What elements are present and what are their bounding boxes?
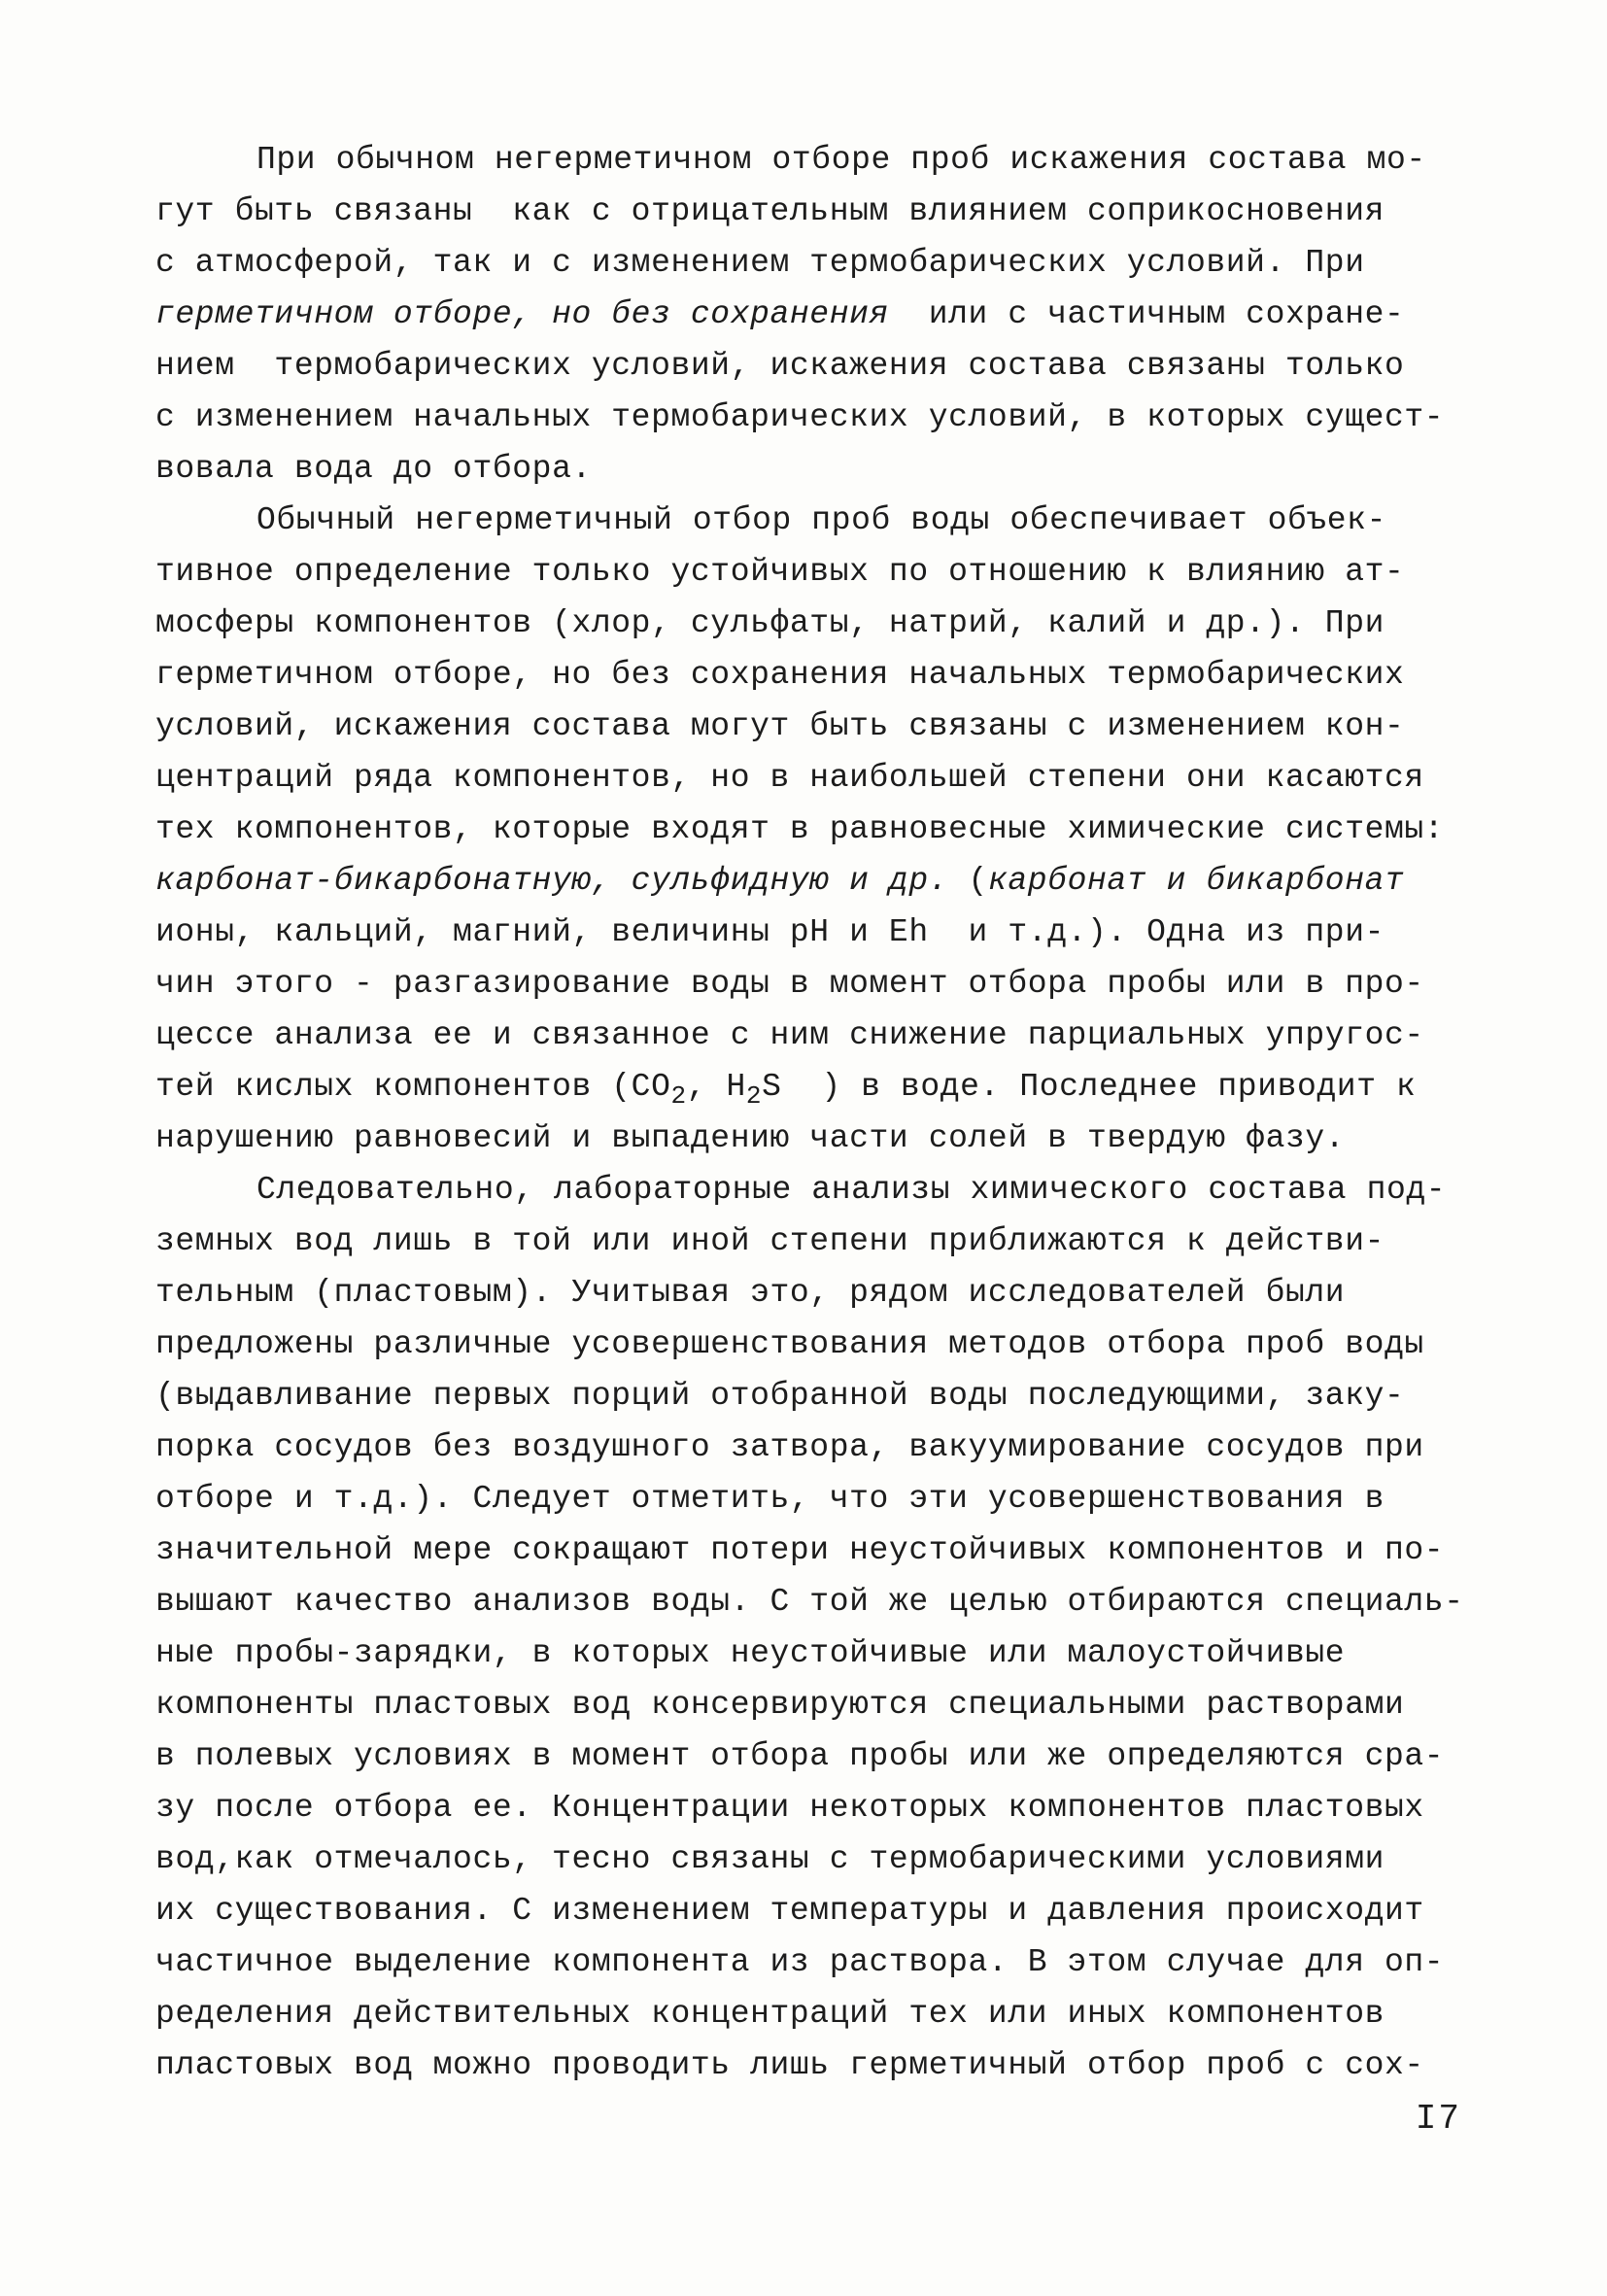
text-line: мосферы компонентов (хлор, сульфаты, натрий, калий и др.). При: [155, 605, 1385, 641]
text-line: ные пробы-зарядки, в которых неустойчивые или малоустойчивые: [155, 1635, 1346, 1671]
paragraph-1: [155, 134, 1516, 495]
text-line: условий, искажения состава могут быть связаны с изменением кон-: [155, 708, 1405, 744]
text-line: ионы, кальций, магний, величины pH и Eh и т.д.). Одна из при-: [155, 914, 1385, 950]
text-segment: тей кислых компонентов (CO: [155, 1069, 671, 1105]
text-line: цессе анализа ее и связанное с ним снижение парциальных упругос-: [155, 1017, 1424, 1053]
text-line: чин этого - разгазирование воды в момент отбора пробы или в про-: [155, 966, 1424, 1002]
text-line: значительной мере сокращают потери неустойчивых компонентов и по-: [155, 1532, 1445, 1568]
text-segment: S ) в воде. Последнее приводит к: [762, 1069, 1417, 1105]
text-line: нарушению равновесий и выпадению части солей в твердую фазу.: [155, 1120, 1346, 1156]
text-line: пластовых вод можно проводить лишь герметичный отбор проб с сох-: [155, 2047, 1424, 2083]
text-line: Обычный негерметичный отбор проб воды обеспечивает объек-: [256, 502, 1386, 538]
text-line: предложены различные усовершенствования методов отбора проб воды: [155, 1326, 1424, 1362]
text-line: [155, 855, 1516, 907]
text-line: ределения действительных концентраций тех или иных компонентов: [155, 1996, 1385, 2032]
text-line: их существования. С изменением температуры и давления происходит: [155, 1893, 1424, 1929]
subscript: 2: [745, 1081, 763, 1111]
text-line: порка сосудов без воздушного затвора, вакуумирование сосудов при: [155, 1429, 1424, 1465]
text-line: частичное выделение компонента из раствора. В этом случае для оп-: [155, 1944, 1445, 1980]
text-line: Следовательно, лабораторные анализы химического состава под-: [256, 1172, 1447, 1208]
text-line: [155, 289, 1516, 340]
text-line: вод,как отмечалось, тесно связаны с термобарическими условиями: [155, 1841, 1385, 1877]
text-line: герметичном отборе, но без сохранения начальных термобарических: [155, 657, 1405, 693]
text-line: тех компонентов, которые входят в равновесные химические системы:: [155, 811, 1445, 847]
text-line: отборе и т.д.). Следует отметить, что эти усовершенствования в: [155, 1481, 1385, 1517]
text-line: компоненты пластовых вод консервируются специальными растворами: [155, 1687, 1405, 1723]
paragraph-3: [155, 1164, 1516, 2091]
italic-phrase: карбонат и бикарбонат: [987, 863, 1405, 899]
italic-phrase: герметичном отборе, но без сохранения: [155, 296, 889, 332]
text-line: При обычном негерметичном отборе проб искажения состава мо-: [256, 142, 1426, 178]
text-segment: , H: [686, 1069, 746, 1105]
text-line: с изменением начальных термобарических условий, в которых сущест-: [155, 399, 1445, 435]
page-number: I7: [1415, 2099, 1461, 2139]
text-line: центраций ряда компонентов, но в наибольшей степени они касаются: [155, 760, 1424, 796]
text-line: зу после отбора ее. Концентрации некоторых компонентов пластовых: [155, 1790, 1424, 1826]
text-line: с атмосферой, так и с изменением термобарических условий. При: [155, 245, 1365, 281]
text-segment: (: [948, 863, 988, 899]
paragraph-2: [155, 495, 1516, 1164]
text-line: в полевых условиях в момент отбора пробы или же определяются сра-: [155, 1738, 1445, 1774]
text-line: [155, 1061, 1516, 1113]
text-line: земных вод лишь в той или иной степени приближаются к действи-: [155, 1223, 1385, 1259]
body-text: [155, 134, 1516, 2091]
italic-phrase: карбонат-бикарбонатную, сульфидную и др.: [155, 863, 949, 899]
text-line: (выдавливание первых порций отобранной воды последующими, заку-: [155, 1378, 1405, 1414]
subscript: 2: [670, 1081, 687, 1111]
text-segment: или с частичным сохране-: [888, 296, 1405, 332]
text-line: нием термобарических условий, искажения состава связаны только: [155, 348, 1405, 384]
text-line: гут быть связаны как с отрицательным влиянием соприкосновения: [155, 193, 1385, 229]
text-line: вовала вода до отбора.: [155, 451, 592, 487]
text-line: тивное определение только устойчивых по отношению к влиянию ат-: [155, 554, 1405, 590]
text-line: тельным (пластовым). Учитывая это, рядом исследователей были: [155, 1275, 1346, 1311]
text-line: вышают качество анализов воды. С той же целью отбираются специаль-: [155, 1584, 1464, 1620]
